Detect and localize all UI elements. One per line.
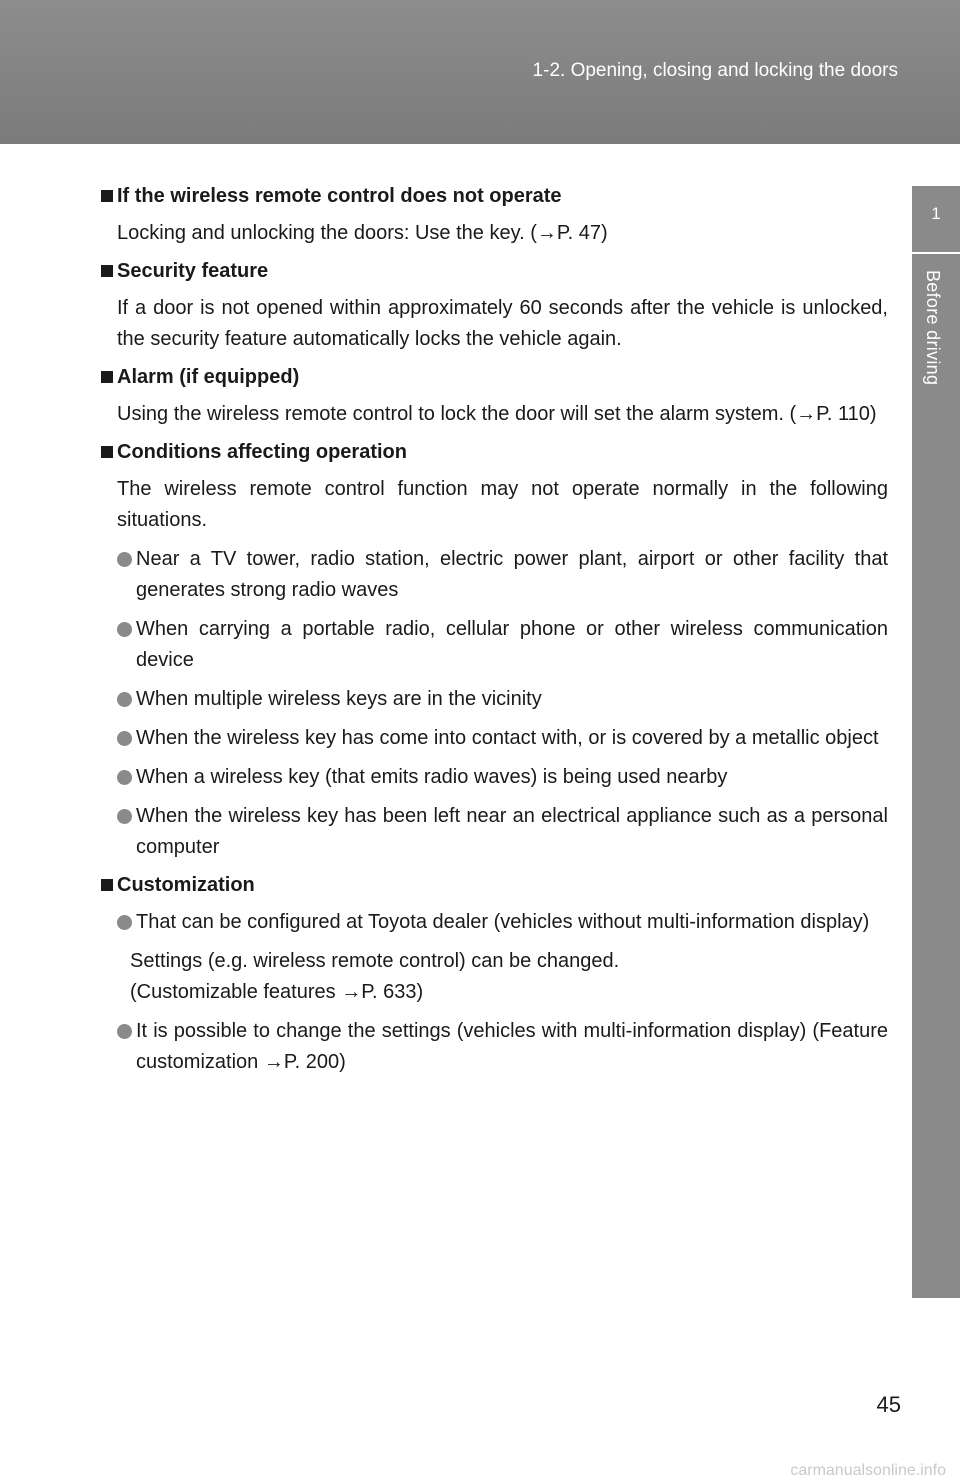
list-item — [117, 801, 888, 863]
list-item — [117, 1016, 888, 1078]
settings-note-reference: (Customizable features →P. 633) — [130, 981, 424, 1003]
chapter-tab — [912, 186, 960, 1298]
circle-bullet-icon — [117, 622, 132, 637]
list-item-text: That can be configured at Toyota dealer (vehicles without multi-information display) — [136, 911, 870, 933]
square-bullet-icon — [101, 879, 113, 891]
section-heading — [98, 363, 888, 391]
section-security-feature — [98, 257, 888, 355]
watermark: carmanualsonline.info — [790, 1462, 946, 1479]
square-bullet-icon — [101, 446, 113, 458]
list-item-text: It is possible to change the settings (vehicles with multi-information display) (Feature customization →P. 200) — [136, 1020, 888, 1073]
circle-bullet-icon — [117, 552, 132, 567]
list-item — [117, 614, 888, 676]
section-title: 1-2. Opening, closing and locking the doors — [532, 60, 898, 81]
square-bullet-icon — [101, 265, 113, 277]
section-heading — [98, 257, 888, 285]
section-heading — [98, 182, 888, 210]
body-text: The wireless remote control function may not operate normally in the following situations. — [117, 478, 888, 531]
list-item — [117, 907, 888, 938]
heading-text: If the wireless remote control does not operate — [117, 185, 562, 207]
heading-text: Customization — [117, 874, 255, 896]
circle-bullet-icon — [117, 731, 132, 746]
list-item-text: When the wireless key has been left near an electrical appliance such as a personal computer — [136, 805, 888, 858]
circle-bullet-icon — [117, 1024, 132, 1039]
chapter-label: Before driving — [923, 270, 943, 386]
circle-bullet-icon — [117, 770, 132, 785]
section-customization — [98, 871, 888, 1078]
body-text: Using the wireless remote control to lock the door will set the alarm system. (→P. 110) — [117, 403, 877, 425]
page-header — [0, 0, 960, 144]
list-item-text: When the wireless key has come into contact with, or is covered by a metallic object — [136, 727, 879, 749]
body-text: If a door is not opened within approximately 60 seconds after the vehicle is unlocked, the security feature automatically locks the vehicle again. — [117, 297, 888, 350]
section-heading — [98, 438, 888, 466]
circle-bullet-icon — [117, 809, 132, 824]
section-remote-not-operate — [98, 182, 888, 249]
heading-text: Alarm (if equipped) — [117, 366, 300, 388]
square-bullet-icon — [101, 190, 113, 202]
main-content — [98, 182, 888, 1086]
settings-note — [130, 946, 888, 1008]
section-heading — [98, 871, 888, 899]
chapter-number: 1 — [931, 204, 941, 223]
heading-text: Security feature — [117, 260, 269, 282]
section-alarm — [98, 363, 888, 430]
list-item-text: When a wireless key (that emits radio waves) is being used nearby — [136, 766, 728, 788]
list-item — [117, 762, 888, 793]
list-item — [117, 544, 888, 606]
circle-bullet-icon — [117, 915, 132, 930]
circle-bullet-icon — [117, 692, 132, 707]
section-conditions — [98, 438, 888, 863]
square-bullet-icon — [101, 371, 113, 383]
body-text: Locking and unlocking the doors: Use the key. (→P. 47) — [117, 222, 608, 244]
heading-text: Conditions affecting operation — [117, 441, 407, 463]
list-item-text: When carrying a portable radio, cellular phone or other wireless communication device — [136, 618, 888, 671]
page-number: 45 — [876, 1392, 901, 1417]
list-item — [117, 684, 888, 715]
list-item — [117, 723, 888, 754]
list-item-text: When multiple wireless keys are in the vicinity — [136, 688, 542, 710]
list-item-text: Near a TV tower, radio station, electric power plant, airport or other facility that generates strong radio waves — [136, 548, 888, 601]
tab-divider — [912, 252, 960, 254]
settings-note-line: Settings (e.g. wireless remote control) can be changed. — [130, 950, 620, 972]
